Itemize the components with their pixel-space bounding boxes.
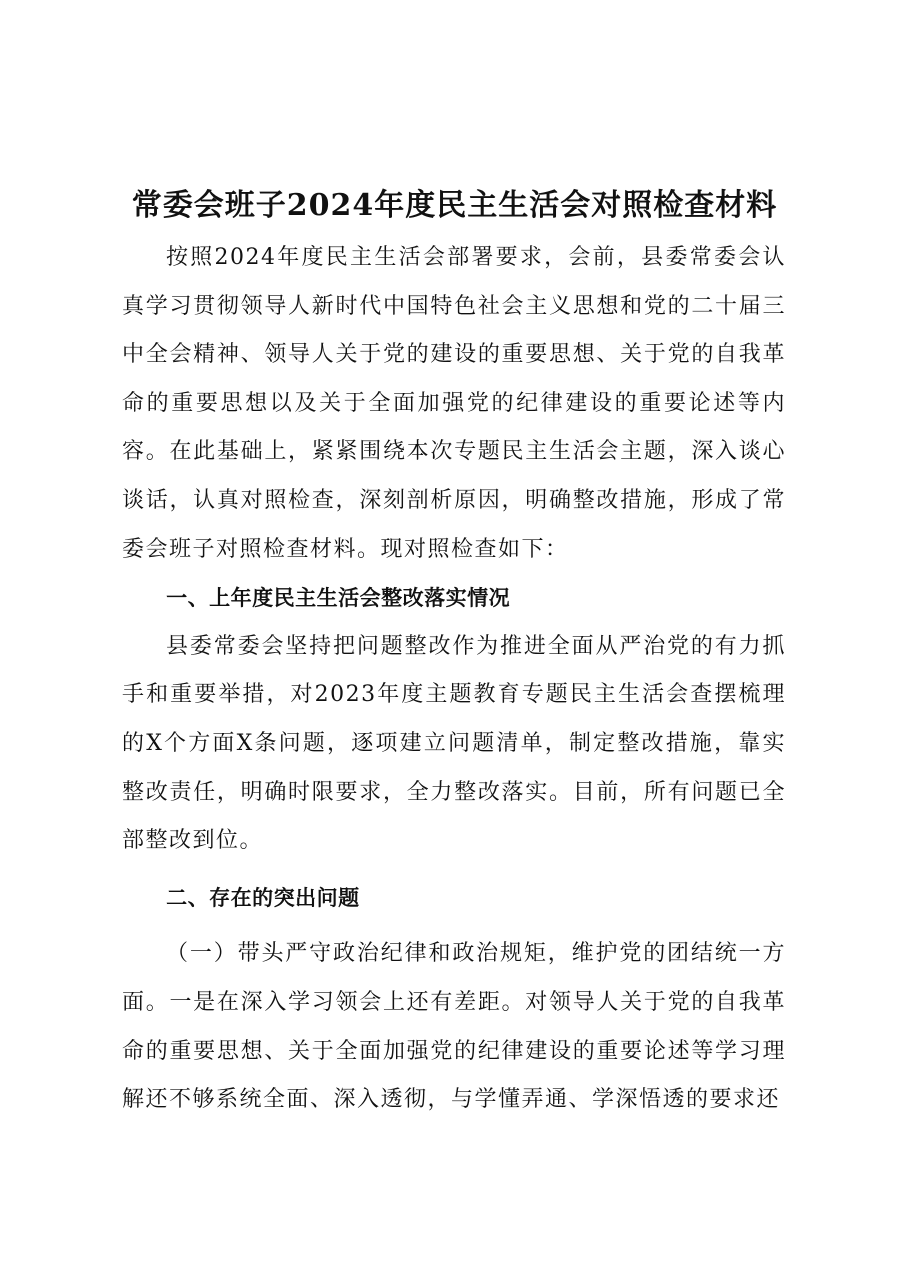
section-2-paragraph: （一）带头严守政治纪律和政治规矩，维护党的团结统一方面。一是在深入学习领会上还有差距。对领导人关于党的自我革命的重要思想、关于全面加强党的纪律建设的重要论述等学习理解还不够系统全面、深入透彻，与学懂弄通、学深悟透的要求还 <box>122 941 786 1113</box>
paragraph-gap <box>122 922 786 930</box>
section-1-heading: 一、上年度民主生活会整改落实情况 <box>166 586 511 611</box>
section-1-paragraph: 县委常委会坚持把问题整改作为推进全面从严治党的有力抓手和重要举措，对2023年度主题教育专题民主生活会查摆梳理的X个方面X条问题，逐项建立问题清单，制定整改措施，靠实整改责任，明确时限要求，全力整改落实。目前，所有问题已全部整改到位。 <box>122 633 786 854</box>
section-2-heading: 二、存在的突出问题 <box>166 885 360 910</box>
document-title: 常委会班子2024年度民主生活会对照检查材料 <box>131 188 778 223</box>
paragraph-gap <box>122 866 786 874</box>
document-body <box>122 234 786 1125</box>
intro-paragraph: 按照2024年度民主生活会部署要求，会前，县委常委会认真学习贯彻领导人新时代中国特色社会主义思想和党的二十届三中全会精神、领导人关于党的建设的重要思想、关于党的自我革命的重要思想以及关于全面加强党的纪律建设的重要论述等内容。在此基础上，紧紧围绕本次专题民主生活会主题，深入谈心谈话，认真对照检查，深刻剖析原因，明确整改措施，形成了常委会班子对照检查材料。现对照检查如下： <box>122 245 786 562</box>
